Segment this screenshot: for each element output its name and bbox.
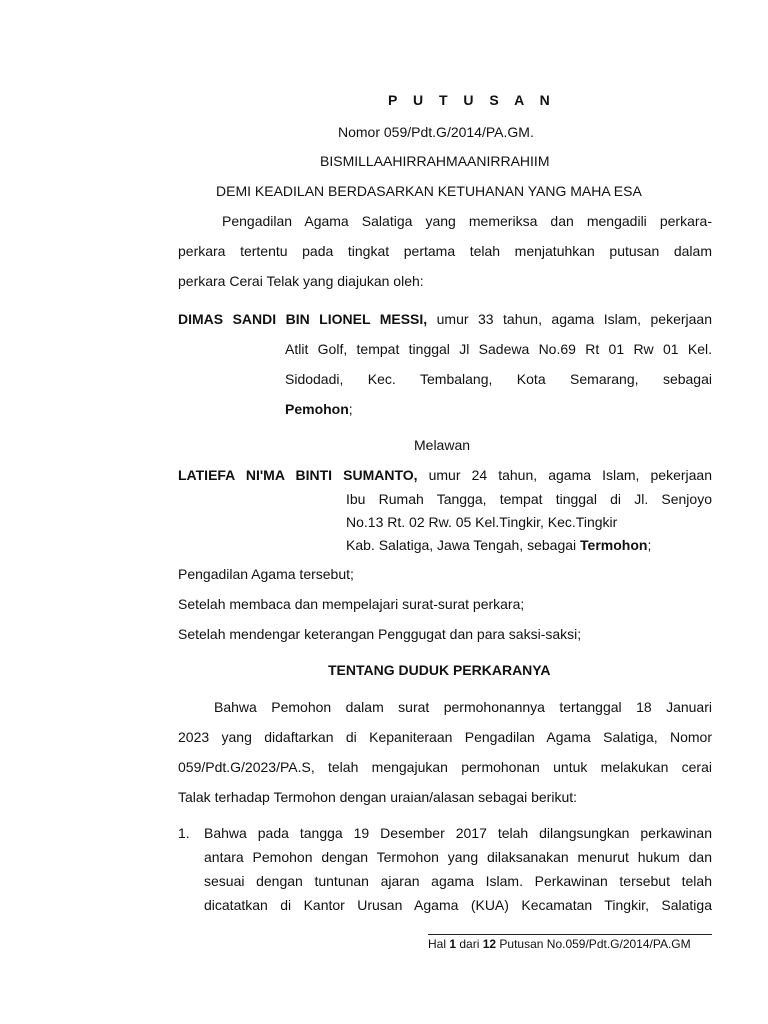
termohon-role: Termohon xyxy=(580,537,648,553)
footer-page-number: 1 xyxy=(449,937,457,951)
body-line-3: 059/Pdt.G/2023/PA.S, telah mengajukan permohonan untuk melakukan cerai xyxy=(178,759,712,775)
pemohon-line-2: Atlit Golf, tempat tinggal Jl Sadewa No.69 Rt 01 Rw 01 Kel. xyxy=(285,341,712,357)
body-line-2: 2023 yang didaftarkan di Kepaniteraan Pengadilan Agama Salatiga, Nomor xyxy=(178,729,712,745)
pemohon-line-1 xyxy=(178,311,712,327)
termohon-line-3: No.13 Rt. 02 Rw. 05 Kel.Tingkir, Kec.Tingkir xyxy=(346,514,618,530)
termohon-details-1: umur 24 tahun, agama Islam, pekerjaan xyxy=(417,467,712,483)
pemohon-line-3: Sidodadi, Kec. Tembalang, Kota Semarang, sebagai xyxy=(285,371,712,387)
pemohon-name: DIMAS SANDI BIN LIONEL MESSI, xyxy=(178,311,428,327)
list-number-1: 1. xyxy=(178,825,190,841)
pemohon-role: Pemohon xyxy=(285,401,349,417)
pemohon-details-1: umur 33 tahun, agama Islam, pekerjaan xyxy=(427,311,712,327)
intro-line-3: perkara Cerai Telak yang diajukan oleh: xyxy=(178,273,424,289)
termohon-role-suffix: ; xyxy=(647,537,652,553)
item1-line-4: dicatatkan di Kantor Urusan Agama (KUA) Kecamatan Tingkir, Salatiga xyxy=(204,897,712,913)
item1-line-1: Bahwa pada tangga 19 Desember 2017 telah dilangsungkan perkawinan xyxy=(204,825,712,841)
statement-1: Pengadilan Agama tersebut; xyxy=(178,566,354,582)
termohon-line-4 xyxy=(346,537,651,553)
footer-hal: Hal xyxy=(428,937,450,951)
footer-dari: dari xyxy=(456,937,483,951)
melawan-label: Melawan xyxy=(414,437,471,453)
page-footer xyxy=(428,937,691,951)
intro-line-1: Pengadilan Agama Salatiga yang memeriksa dan mengadili perkara- xyxy=(222,213,712,229)
termohon-line-1 xyxy=(178,467,712,483)
intro-line-2: perkara tertentu pada tingkat pertama telah menjatuhkan putusan dalam xyxy=(178,243,712,259)
footer-divider xyxy=(428,934,712,935)
case-number: Nomor 059/Pdt.G/2014/PA.GM. xyxy=(338,124,534,140)
body-line-1: Bahwa Pemohon dalam surat permohonannya tertanggal 18 Januari xyxy=(214,699,712,715)
item1-line-3: sesuai dengan tuntunan ajaran agama Islam. Perkawinan tersebut telah xyxy=(204,873,712,889)
item1-line-2: antara Pemohon dengan Termohon yang dilaksanakan menurut hukum dan xyxy=(204,849,712,865)
body-line-4: Talak terhadap Termohon dengan uraian/alasan sebagai berikut: xyxy=(178,789,578,805)
pemohon-line-4 xyxy=(285,401,353,417)
footer-case-ref: Putusan No.059/Pdt.G/2014/PA.GM xyxy=(496,937,691,951)
termohon-name: LATIEFA NI'MA BINTI SUMANTO, xyxy=(178,467,418,483)
pemohon-role-suffix: ; xyxy=(348,401,353,417)
footer-page-total: 12 xyxy=(482,937,497,951)
section-heading: TENTANG DUDUK PERKARANYA xyxy=(328,662,551,678)
termohon-line-2: Ibu Rumah Tangga, tempat tinggal di Jl. Senjoyo xyxy=(346,491,712,507)
justice-heading: DEMI KEADILAN BERDASARKAN KETUHANAN YANG MAHA ESA xyxy=(216,183,642,199)
basmalah: BISMILLAAHIRRAHMAANIRRAHIIM xyxy=(320,153,550,169)
statement-2: Setelah membaca dan mempelajari surat-surat perkara; xyxy=(178,596,525,612)
document-title: P U T U S A N xyxy=(388,92,556,108)
statement-3: Setelah mendengar keterangan Penggugat dan para saksi-saksi; xyxy=(178,626,582,642)
termohon-details-4: Kab. Salatiga, Jawa Tengah, sebagai xyxy=(346,537,581,553)
